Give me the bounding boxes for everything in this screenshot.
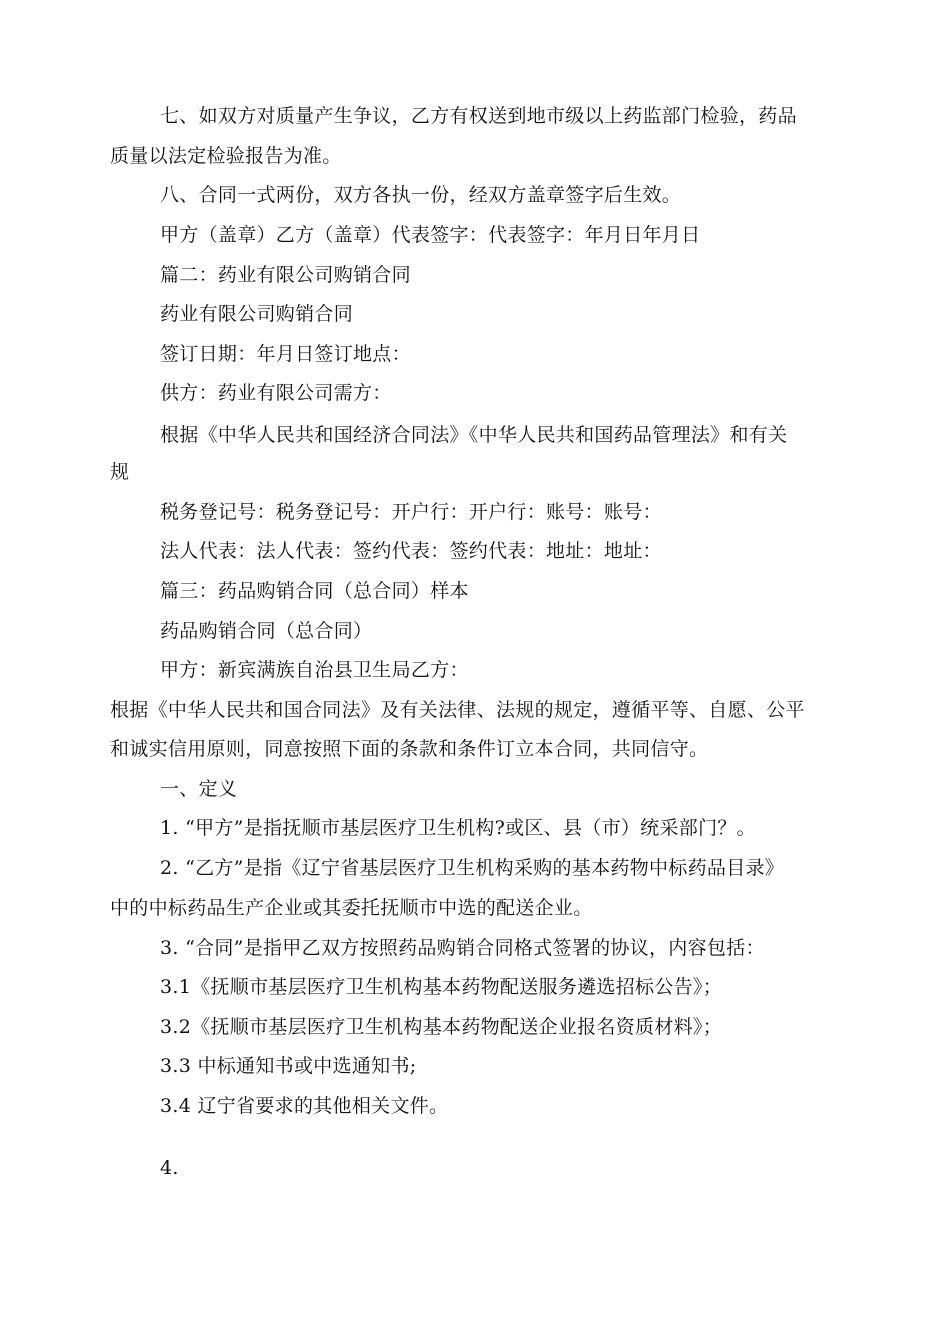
section-heading: 篇二：药业有限公司购销合同 — [160, 264, 411, 286]
document-title: 药品购销合同（总合同） — [160, 620, 373, 642]
paragraph-line: 根据《中华人民共和国合同法》及有关法律、法规的规定，遵循平等、自愿、公平 — [110, 699, 805, 721]
document-title: 药业有限公司购销合同 — [160, 303, 354, 325]
list-item: 3.4 辽宁省要求的其他相关文件。 — [160, 1095, 449, 1117]
paragraph-line: 1. “甲方”是指抚顺市基层医疗卫生机构?或区、县（市）统采部门？。 — [160, 817, 756, 839]
list-item: 4. — [160, 1157, 179, 1179]
list-item: 3.3 中标通知书或中选通知书; — [160, 1055, 417, 1077]
paragraph-line: 税务登记号：税务登记号：开户行：开户行：账号：账号： — [160, 501, 662, 523]
list-item: 3.2《抚顺市基层医疗卫生机构基本药物配送企业报名资质材料》； — [160, 1016, 723, 1038]
paragraph-line: 根据《中华人民共和国经济合同法》《中华人民共和国药品管理法》和有关 — [160, 424, 788, 446]
paragraph-line: 签订日期：年月日签订地点： — [160, 343, 411, 365]
paragraph-line: 3. “合同”是指甲乙双方按照药品购销合同格式签署的协议，内容包括： — [160, 937, 765, 959]
paragraph-line: 和诚实信用原则，同意按照下面的条款和条件订立本合同，共同信守。 — [110, 738, 709, 760]
paragraph-line: 法人代表：法人代表：签约代表：签约代表：地址：地址： — [160, 540, 662, 562]
paragraph-line: 供方：药业有限公司需方： — [160, 382, 392, 404]
paragraph-line: 规 — [110, 461, 130, 483]
section-heading: 一、定义 — [160, 778, 238, 800]
paragraph-line: 七、如双方对质量产生争议，乙方有权送到地市级以上药监部门检验，药品 — [160, 105, 797, 127]
paragraph-line: 甲方：新宾满族自治县卫生局乙方： — [160, 659, 469, 681]
list-item: 3.1《抚顺市基层医疗卫生机构基本药物配送服务遴选招标公告》； — [160, 976, 723, 998]
paragraph-line: 质量以法定检验报告为准。 — [110, 145, 342, 167]
paragraph-line: 2. “乙方”是指《辽宁省基层医疗卫生机构采购的基本药物中标药品目录》 — [160, 857, 785, 879]
paragraph-line: 中的中标药品生产企业或其委托抚顺市中选的配送企业。 — [110, 897, 593, 919]
paragraph-line: 甲方（盖章）乙方（盖章）代表签字：代表签字：年月日年月日 — [160, 224, 701, 246]
paragraph-line: 八、合同一式两份，双方各执一份，经双方盖章签字后生效。 — [160, 184, 682, 206]
section-heading: 篇三：药品购销合同（总合同）样本 — [160, 580, 469, 602]
